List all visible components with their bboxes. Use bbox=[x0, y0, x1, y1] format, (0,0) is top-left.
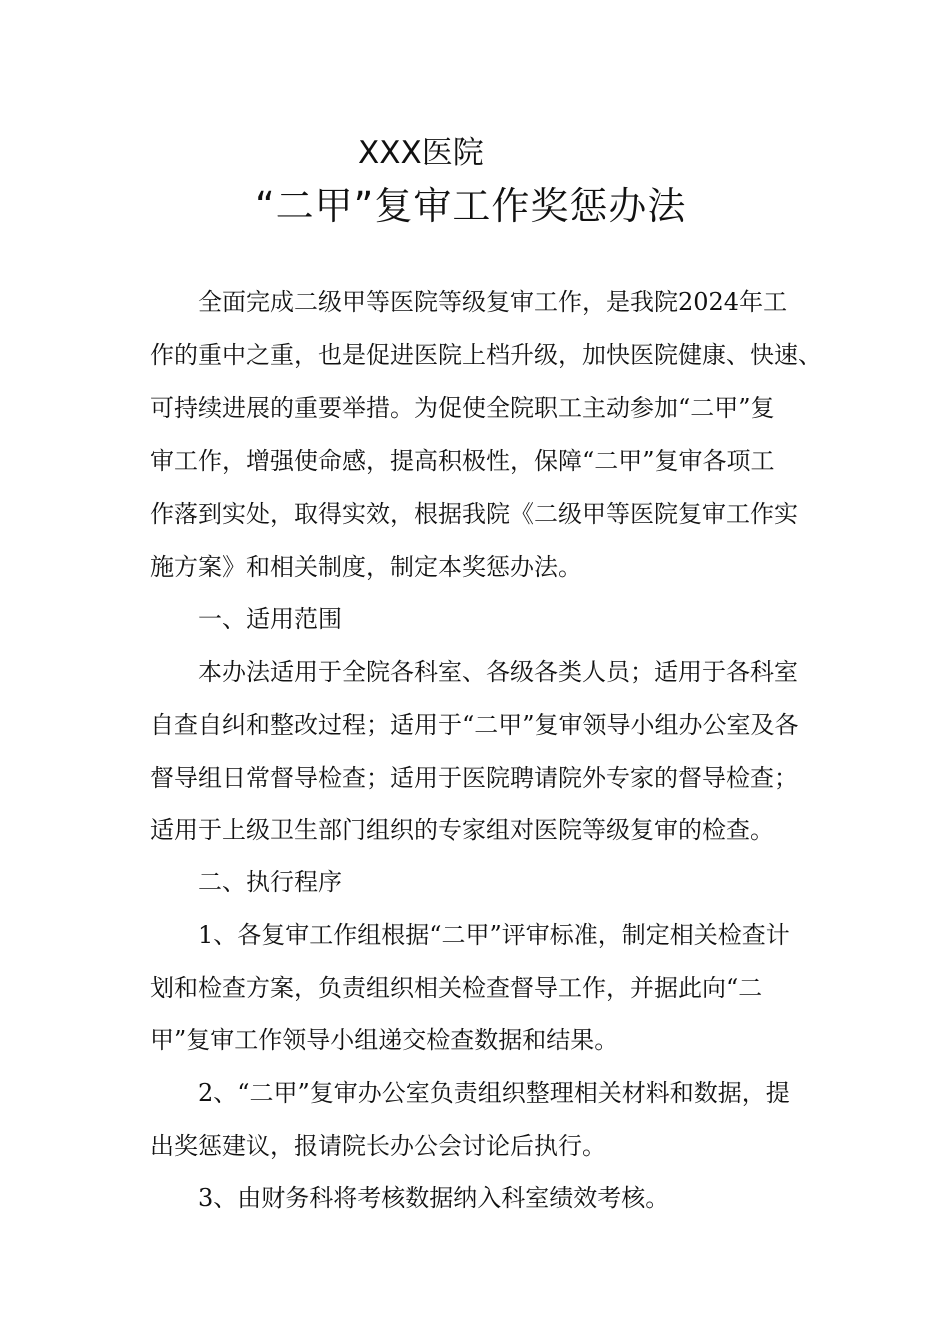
document-heading: “二甲”复审工作奖惩办法 bbox=[255, 184, 687, 228]
section-heading: 一、适用范围 bbox=[198, 605, 342, 633]
section-heading: 二、执行程序 bbox=[198, 868, 342, 896]
paragraph-line: 本办法适用于全院各科室、各级各类人员；适用于各科室 bbox=[198, 658, 798, 686]
hospital-name-heading: XXX医院 bbox=[358, 135, 484, 171]
paragraph-line: 作的重中之重，也是促进医院上档升级，加快医院健康、快速、 bbox=[150, 341, 822, 369]
paragraph-line: 划和检查方案，负责组织相关检查督导工作，并据此向“二 bbox=[150, 974, 763, 1002]
paragraph-line: 甲”复审工作领导小组递交检查数据和结果。 bbox=[150, 1026, 619, 1054]
paragraph-line: 作落到实处，取得实效，根据我院《二级甲等医院复审工作实 bbox=[150, 500, 798, 528]
paragraph-line: 自查自纠和整改过程；适用于“二甲”复审领导小组办公室及各 bbox=[150, 711, 799, 739]
paragraph-line: 全面完成二级甲等医院等级复审工作，是我院2024年工 bbox=[198, 288, 788, 316]
paragraph-line: 2、“二甲”复审办公室负责组织整理相关材料和数据，提 bbox=[198, 1079, 790, 1107]
paragraph-line: 1、各复审工作组根据“二甲”评审标准，制定相关检查计 bbox=[198, 921, 790, 949]
paragraph-line: 3、由财务科将考核数据纳入科室绩效考核。 bbox=[198, 1184, 670, 1212]
paragraph-line: 督导组日常督导检查；适用于医院聘请院外专家的督导检查； bbox=[150, 764, 798, 792]
paragraph-line: 施方案》和相关制度，制定本奖惩办法。 bbox=[150, 553, 582, 581]
paragraph-line: 可持续进展的重要举措。为促使全院职工主动参加“二甲”复 bbox=[150, 394, 775, 422]
paragraph-line: 适用于上级卫生部门组织的专家组对医院等级复审的检查。 bbox=[150, 816, 774, 844]
paragraph-line: 出奖惩建议，报请院长办公会讨论后执行。 bbox=[150, 1132, 606, 1160]
paragraph-line: 审工作，增强使命感，提高积极性，保障“二甲”复审各项工 bbox=[150, 447, 775, 475]
